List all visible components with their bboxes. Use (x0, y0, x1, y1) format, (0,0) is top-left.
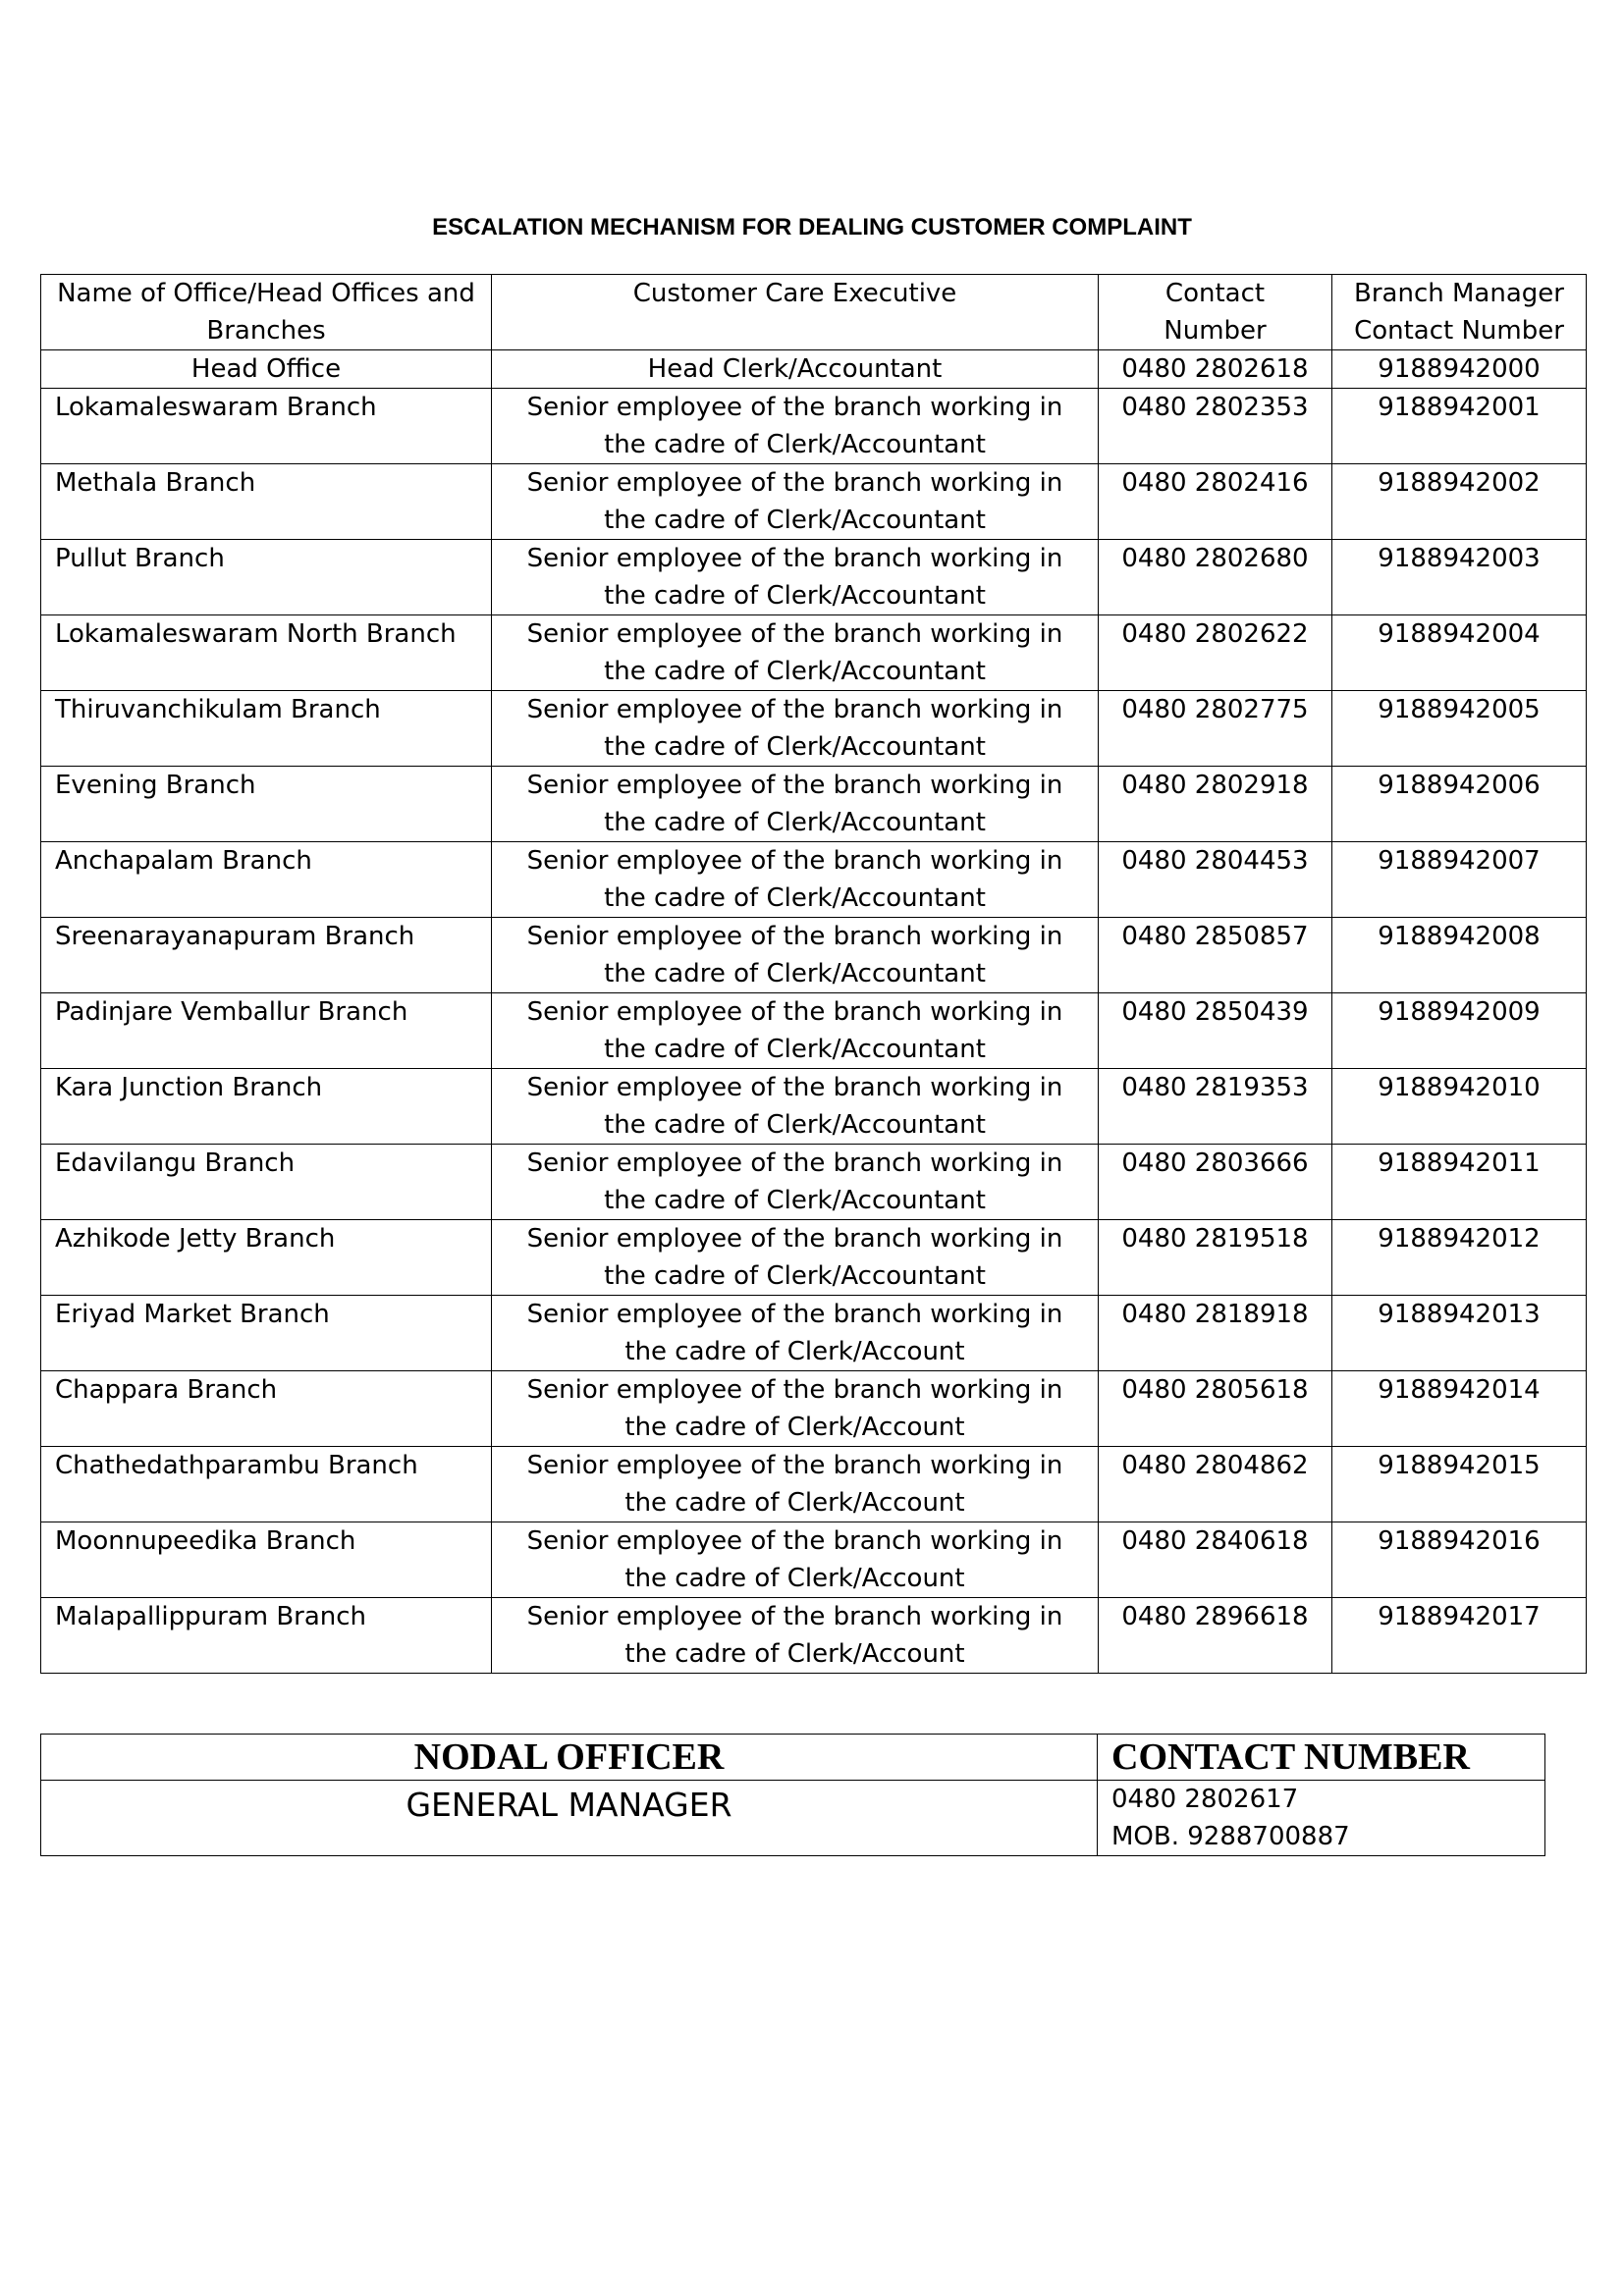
table-row (41, 1145, 1587, 1220)
header-manager: Branch Manager Contact Number (1332, 275, 1587, 350)
contact-number-cell: 0480 2896618 (1099, 1598, 1332, 1674)
contact-number-cell: 0480 2803666 (1099, 1145, 1332, 1220)
nodal-officer-header: NODAL OFFICER (41, 1735, 1098, 1781)
table-header-row (41, 275, 1587, 350)
table-row (41, 1069, 1587, 1145)
contact-number-cell: 0480 2802918 (1099, 767, 1332, 842)
branch-manager-number-cell: 9188942005 (1332, 691, 1587, 767)
office-name-cell: Edavilangu Branch (41, 1145, 492, 1220)
contact-number-cell: 0480 2802680 (1099, 540, 1332, 615)
office-name-cell: Methala Branch (41, 464, 492, 540)
customer-care-executive-cell: Head Clerk/Accountant (492, 350, 1099, 389)
nodal-mobile: MOB. 9288700887 (1111, 1822, 1350, 1851)
customer-care-executive-cell: Senior employee of the branch working in the cadre of Clerk/Accountant (492, 767, 1099, 842)
office-name-cell: Lokamaleswaram North Branch (41, 615, 492, 691)
office-name-cell: Chappara Branch (41, 1371, 492, 1447)
table-row (41, 1522, 1587, 1598)
table-row (41, 615, 1587, 691)
branch-manager-number-cell: 9188942013 (1332, 1296, 1587, 1371)
table-row (41, 1220, 1587, 1296)
branch-manager-number-cell: 9188942002 (1332, 464, 1587, 540)
table-row (41, 767, 1587, 842)
customer-care-executive-cell: Senior employee of the branch working in the cadre of Clerk/Account (492, 1598, 1099, 1674)
contact-number-cell: 0480 2802618 (1099, 350, 1332, 389)
contact-number-cell: 0480 2805618 (1099, 1371, 1332, 1447)
table-row (41, 1447, 1587, 1522)
customer-care-executive-cell: Senior employee of the branch working in the cadre of Clerk/Accountant (492, 691, 1099, 767)
customer-care-executive-cell: Senior employee of the branch working in the cadre of Clerk/Accountant (492, 464, 1099, 540)
office-name-cell: Kara Junction Branch (41, 1069, 492, 1145)
branch-manager-number-cell: 9188942017 (1332, 1598, 1587, 1674)
branch-manager-number-cell: 9188942015 (1332, 1447, 1587, 1522)
customer-care-executive-cell: Senior employee of the branch working in the cadre of Clerk/Accountant (492, 1145, 1099, 1220)
contact-number-cell: 0480 2804862 (1099, 1447, 1332, 1522)
branch-manager-number-cell: 9188942007 (1332, 842, 1587, 918)
customer-care-executive-cell: Senior employee of the branch working in the cadre of Clerk/Account (492, 1296, 1099, 1371)
contact-number-cell: 0480 2818918 (1099, 1296, 1332, 1371)
branch-manager-number-cell: 9188942014 (1332, 1371, 1587, 1447)
header-contact: Contact Number (1099, 275, 1332, 350)
escalation-table (40, 274, 1587, 1674)
office-name-cell: Malapallippuram Branch (41, 1598, 492, 1674)
nodal-officer-role: GENERAL MANAGER (41, 1781, 1098, 1856)
branch-manager-number-cell: 9188942006 (1332, 767, 1587, 842)
contact-number-header: CONTACT NUMBER (1098, 1735, 1545, 1781)
contact-number-cell: 0480 2802622 (1099, 615, 1332, 691)
customer-care-executive-cell: Senior employee of the branch working in the cadre of Clerk/Account (492, 1371, 1099, 1447)
branch-manager-number-cell: 9188942016 (1332, 1522, 1587, 1598)
office-name-cell: Lokamaleswaram Branch (41, 389, 492, 464)
branch-manager-number-cell: 9188942012 (1332, 1220, 1587, 1296)
customer-care-executive-cell: Senior employee of the branch working in the cadre of Clerk/Account (492, 1447, 1099, 1522)
table-row (41, 918, 1587, 993)
header-executive: Customer Care Executive (492, 275, 1099, 350)
customer-care-executive-cell: Senior employee of the branch working in the cadre of Clerk/Accountant (492, 993, 1099, 1069)
customer-care-executive-cell: Senior employee of the branch working in the cadre of Clerk/Accountant (492, 1069, 1099, 1145)
contact-number-cell: 0480 2819353 (1099, 1069, 1332, 1145)
document-title: ESCALATION MECHANISM FOR DEALING CUSTOMER COMPLAINT (432, 214, 1192, 240)
header-office: Name of Office/Head Offices and Branches (41, 275, 492, 350)
office-name-cell: Padinjare Vemballur Branch (41, 993, 492, 1069)
table-row (41, 1371, 1587, 1447)
contact-number-cell: 0480 2850439 (1099, 993, 1332, 1069)
nodal-data-row (41, 1781, 1545, 1856)
table-row (41, 350, 1587, 389)
customer-care-executive-cell: Senior employee of the branch working in the cadre of Clerk/Accountant (492, 540, 1099, 615)
customer-care-executive-cell: Senior employee of the branch working in the cadre of Clerk/Accountant (492, 1220, 1099, 1296)
table-row (41, 691, 1587, 767)
customer-care-executive-cell: Senior employee of the branch working in the cadre of Clerk/Accountant (492, 918, 1099, 993)
office-name-cell: Head Office (41, 350, 492, 389)
office-name-cell: Moonnupeedika Branch (41, 1522, 492, 1598)
contact-number-cell: 0480 2850857 (1099, 918, 1332, 993)
office-name-cell: Thiruvanchikulam Branch (41, 691, 492, 767)
customer-care-executive-cell: Senior employee of the branch working in the cadre of Clerk/Accountant (492, 389, 1099, 464)
customer-care-executive-cell: Senior employee of the branch working in the cadre of Clerk/Account (492, 1522, 1099, 1598)
office-name-cell: Evening Branch (41, 767, 492, 842)
customer-care-executive-cell: Senior employee of the branch working in the cadre of Clerk/Accountant (492, 842, 1099, 918)
office-name-cell: Pullut Branch (41, 540, 492, 615)
table-row (41, 540, 1587, 615)
branch-manager-number-cell: 9188942009 (1332, 993, 1587, 1069)
nodal-header-row (41, 1735, 1545, 1781)
branch-manager-number-cell: 9188942011 (1332, 1145, 1587, 1220)
customer-care-executive-cell: Senior employee of the branch working in the cadre of Clerk/Accountant (492, 615, 1099, 691)
table-row (41, 993, 1587, 1069)
branch-manager-number-cell: 9188942010 (1332, 1069, 1587, 1145)
branch-manager-number-cell: 9188942003 (1332, 540, 1587, 615)
contact-number-cell: 0480 2819518 (1099, 1220, 1332, 1296)
contact-number-cell: 0480 2804453 (1099, 842, 1332, 918)
office-name-cell: Chathedathparambu Branch (41, 1447, 492, 1522)
office-name-cell: Sreenarayanapuram Branch (41, 918, 492, 993)
branch-manager-number-cell: 9188942004 (1332, 615, 1587, 691)
table-row (41, 1598, 1587, 1674)
contact-number-cell: 0480 2802416 (1099, 464, 1332, 540)
nodal-officer-table (40, 1734, 1545, 1856)
table-row (41, 842, 1587, 918)
office-name-cell: Anchapalam Branch (41, 842, 492, 918)
contact-number-cell: 0480 2840618 (1099, 1522, 1332, 1598)
table-row (41, 1296, 1587, 1371)
office-name-cell: Azhikode Jetty Branch (41, 1220, 492, 1296)
branch-manager-number-cell: 9188942001 (1332, 389, 1587, 464)
contact-number-cell: 0480 2802775 (1099, 691, 1332, 767)
table-row (41, 389, 1587, 464)
table-body (41, 350, 1587, 1674)
office-name-cell: Eriyad Market Branch (41, 1296, 492, 1371)
table-row (41, 464, 1587, 540)
contact-number-cell: 0480 2802353 (1099, 389, 1332, 464)
nodal-contact-cell (1098, 1781, 1545, 1856)
branch-manager-number-cell: 9188942000 (1332, 350, 1587, 389)
branch-manager-number-cell: 9188942008 (1332, 918, 1587, 993)
nodal-phone: 0480 2802617 (1111, 1785, 1299, 1814)
